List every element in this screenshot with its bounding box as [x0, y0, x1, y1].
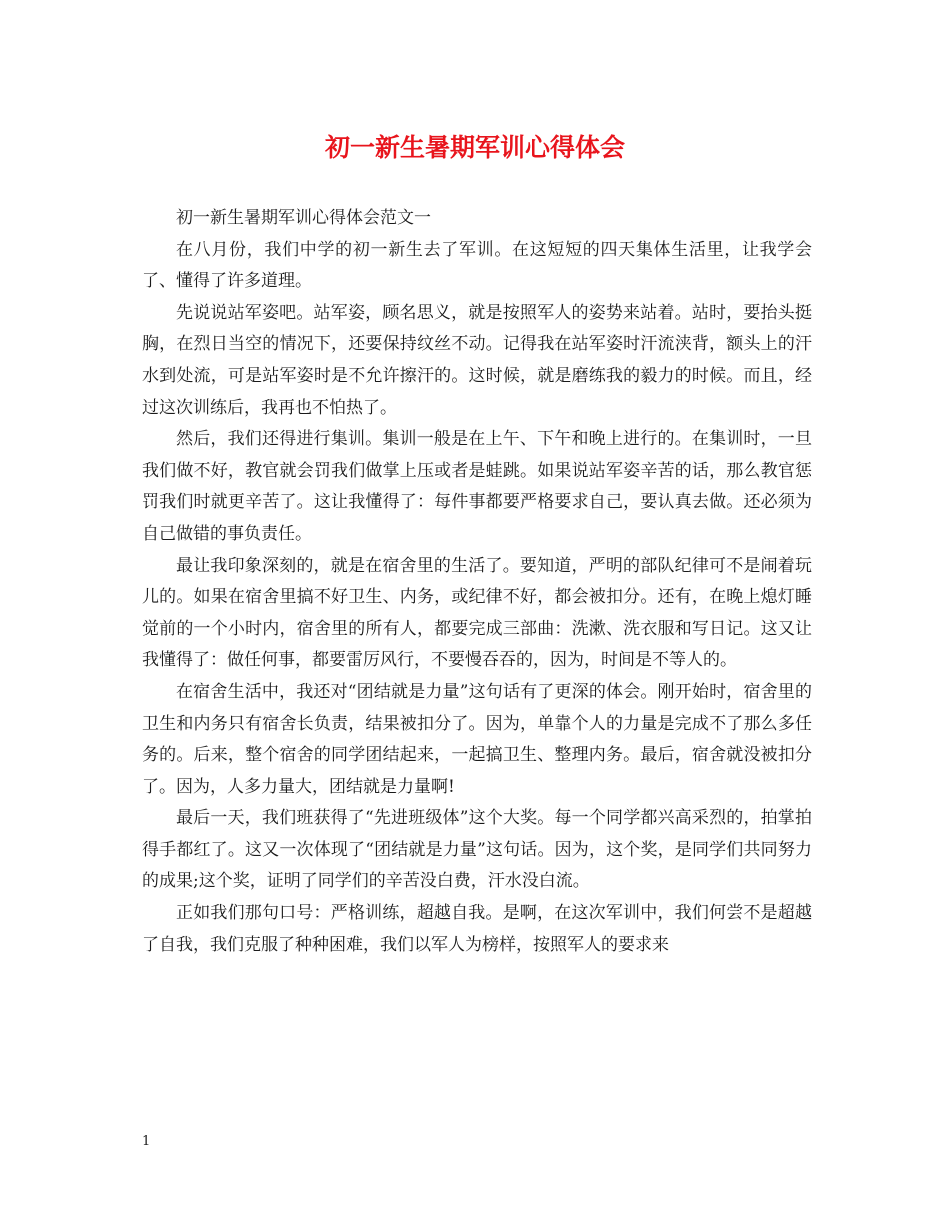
document-body [142, 203, 812, 961]
paragraph-7: 正如我们那句口号：严格训练，超越自我。是啊，在这次军训中，我们何尝不是超越了自我，我们克服了种种困难，我们以军人为榜样，按照军人的要求来 [142, 903, 812, 955]
paragraph-2: 先说说站军姿吧。站军姿，顾名思义，就是按照军人的姿势来站着。站时，要抬头挺胸，在烈日当空的情况下，还要保持纹丝不动。记得我在站军姿时汗流浃背，额头上的汗水到处流，可是站军姿时是不允许擦汗的。这时候，就是磨练我的毅力的时候。而且，经过这次训练后，我再也不怕热了。 [142, 302, 812, 418]
document-subtitle: 初一新生暑期军训心得体会范文一 [176, 208, 431, 228]
paragraph-1: 在八月份，我们中学的初一新生去了军训。在这短短的四天集体生活里，让我学会了、懂得了许多道理。 [142, 239, 812, 292]
paragraph-4: 最让我印象深刻的，就是在宿舍里的生活了。要知道，严明的部队纪律可不是闹着玩儿的。如果在宿舍里搞不好卫生、内务，或纪律不好，都会被扣分。还有，在晚上熄灯睡觉前的一个小时内，宿舍里的所有人，都要完成三部曲：洗漱、洗衣服和写日记。这又让我懂得了：做任何事，都要雷厉风行，不要慢吞吞的，因为，时间是不等人的。 [142, 555, 812, 671]
paragraph-5: 在宿舍生活中，我还对“团结就是力量”这句话有了更深的体会。刚开始时，宿舍里的卫生和内务只有宿舍长负责，结果被扣分了。因为，单靠个人的力量是完成不了那么多任务的。后来，整个宿舍的同学团结起来，一起搞卫生、整理内务。最后，宿舍就没被扣分了。因为，人多力量大，团结就是力量啊! [142, 681, 812, 797]
page-number: 1 [142, 1134, 151, 1149]
paragraph-6: 最后一天，我们班获得了“先进班级体”这个大奖。每一个同学都兴高采烈的，拍掌拍得手都红了。这又一次体现了“团结就是力量”这句话。因为，这个奖，是同学们共同努力的成果;这个奖，证明了同学们的辛苦没白费，汗水没白流。 [142, 808, 812, 892]
document-title: 初一新生暑期军训心得体会 [324, 133, 625, 162]
paragraph-3: 然后，我们还得进行集训。集训一般是在上午、下午和晚上进行的。在集训时，一旦我们做不好，教官就会罚我们做掌上压或者是蛙跳。如果说站军姿辛苦的话，那么教官惩罚我们时就更辛苦了。这让我懂得了：每件事都要严格要求自己，要认真去做。还必须为自己做错的事负责任。 [142, 429, 812, 544]
